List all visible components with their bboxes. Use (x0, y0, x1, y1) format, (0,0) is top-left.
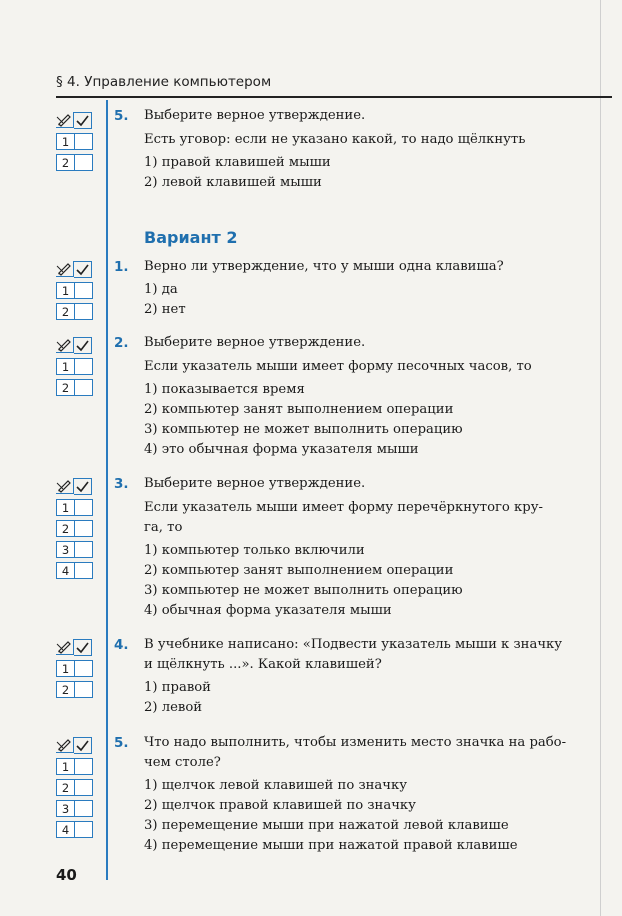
answer-boxes (56, 112, 102, 175)
pencil-icon (56, 737, 74, 753)
pencil-icon (56, 112, 74, 128)
pencil-icon (56, 261, 74, 277)
question (114, 257, 594, 320)
page-number: 40 (56, 866, 77, 884)
question-number: 4. (114, 637, 129, 653)
variant-title: Вариант 2 (144, 228, 238, 247)
question (114, 474, 594, 621)
question-text: га, то (144, 520, 183, 535)
answer-option: 2) щелчок правой клавишей по значку (144, 798, 416, 813)
answer-option: 4) это обычная форма указателя мыши (144, 442, 419, 457)
pencil-icon (56, 639, 74, 655)
answer-checkbox[interactable] (75, 681, 93, 698)
answer-option-number: 1 (56, 358, 75, 375)
answer-checkbox[interactable] (75, 154, 93, 171)
answer-option-number: 1 (56, 133, 75, 150)
question-number: 1. (114, 259, 129, 275)
answer-checkbox[interactable] (75, 541, 93, 558)
question-number: 3. (114, 476, 129, 492)
answer-option-number: 1 (56, 660, 75, 677)
answer-option: 2) левой клавишей мыши (144, 175, 322, 190)
answer-option-number: 2 (56, 154, 75, 171)
answer-option-number: 2 (56, 303, 75, 320)
answer-option-number: 1 (56, 282, 75, 299)
answer-checkbox[interactable] (75, 303, 93, 320)
answer-option-number: 2 (56, 681, 75, 698)
question-text: Если указатель мыши имеет форму перечёркнутого кру- (144, 500, 543, 515)
question-stem: В учебнике написано: «Подвести указатель мыши к значку (144, 637, 563, 652)
question-stem: Выберите верное утверждение. (144, 335, 366, 350)
answer-checkbox[interactable] (75, 562, 93, 579)
checkmark-icon (74, 737, 92, 754)
question-number: 5. (114, 735, 129, 751)
answer-checkbox[interactable] (75, 821, 93, 838)
answer-checkbox[interactable] (75, 358, 93, 375)
answer-option: 3) перемещение мыши при нажатой левой клавише (144, 818, 509, 833)
checkmark-icon (74, 639, 92, 656)
answer-boxes (56, 478, 102, 583)
answer-boxes (56, 337, 102, 400)
answer-option: 1) правой (144, 680, 211, 695)
answer-option: 3) компьютер не может выполнить операцию (144, 583, 463, 598)
question-text: и щёлкнуть ...». Какой клавишей? (144, 657, 382, 672)
question-number: 5. (114, 108, 129, 124)
answer-option: 4) перемещение мыши при нажатой правой клавише (144, 838, 518, 853)
answer-option: 3) компьютер не может выполнить операцию (144, 422, 463, 437)
pencil-icon (56, 478, 74, 494)
question-text: чем столе? (144, 755, 221, 770)
question-text: Если указатель мыши имеет форму песочных часов, то (144, 359, 532, 374)
answer-option: 2) нет (144, 302, 186, 317)
checkmark-icon (74, 112, 92, 129)
answer-option-number: 2 (56, 779, 75, 796)
answer-checkbox[interactable] (75, 133, 93, 150)
question-stem: Верно ли утверждение, что у мыши одна клавиша? (144, 259, 504, 274)
answer-option-number: 4 (56, 821, 75, 838)
answer-checkbox[interactable] (75, 660, 93, 677)
answer-option-number: 1 (56, 499, 75, 516)
header-rule (56, 96, 612, 98)
pencil-icon (56, 337, 74, 353)
checkmark-icon (74, 478, 92, 495)
question-text: Есть уговор: если не указано какой, то надо щёлкнуть (144, 132, 526, 147)
answer-option: 2) левой (144, 700, 203, 715)
margin-rule (106, 100, 108, 880)
answer-checkbox[interactable] (75, 520, 93, 537)
page-header: § 4. Управление компьютером (56, 74, 272, 90)
answer-option: 2) компьютер занят выполнением операции (144, 563, 454, 578)
question (114, 333, 594, 460)
question-stem: Выберите верное утверждение. (144, 476, 366, 491)
answer-option-number: 3 (56, 541, 75, 558)
answer-checkbox[interactable] (75, 499, 93, 516)
answer-checkbox[interactable] (75, 379, 93, 396)
page-edge (600, 0, 601, 916)
answer-boxes (56, 639, 102, 702)
answer-checkbox[interactable] (75, 282, 93, 299)
question (114, 106, 594, 193)
answer-option-number: 3 (56, 800, 75, 817)
answer-option: 2) компьютер занят выполнением операции (144, 402, 454, 417)
answer-checkbox[interactable] (75, 800, 93, 817)
question (114, 733, 594, 856)
answer-option-number: 4 (56, 562, 75, 579)
answer-option: 1) да (144, 282, 178, 297)
checkmark-icon (74, 261, 92, 278)
answer-option-number: 2 (56, 379, 75, 396)
answer-option: 1) правой клавишей мыши (144, 155, 331, 170)
answer-checkbox[interactable] (75, 758, 93, 775)
checkmark-icon (74, 337, 92, 354)
question-stem: Что надо выполнить, чтобы изменить место значка на рабо- (144, 735, 567, 750)
answer-boxes (56, 261, 102, 324)
question (114, 635, 594, 718)
answer-checkbox[interactable] (75, 779, 93, 796)
question-number: 2. (114, 335, 129, 351)
answer-option: 1) щелчок левой клавишей по значку (144, 778, 408, 793)
answer-option-number: 2 (56, 520, 75, 537)
answer-option: 4) обычная форма указателя мыши (144, 603, 392, 618)
answer-option-number: 1 (56, 758, 75, 775)
answer-boxes (56, 737, 102, 842)
answer-option: 1) показывается время (144, 382, 305, 397)
question-stem: Выберите верное утверждение. (144, 108, 366, 123)
answer-option: 1) компьютер только включили (144, 543, 365, 558)
